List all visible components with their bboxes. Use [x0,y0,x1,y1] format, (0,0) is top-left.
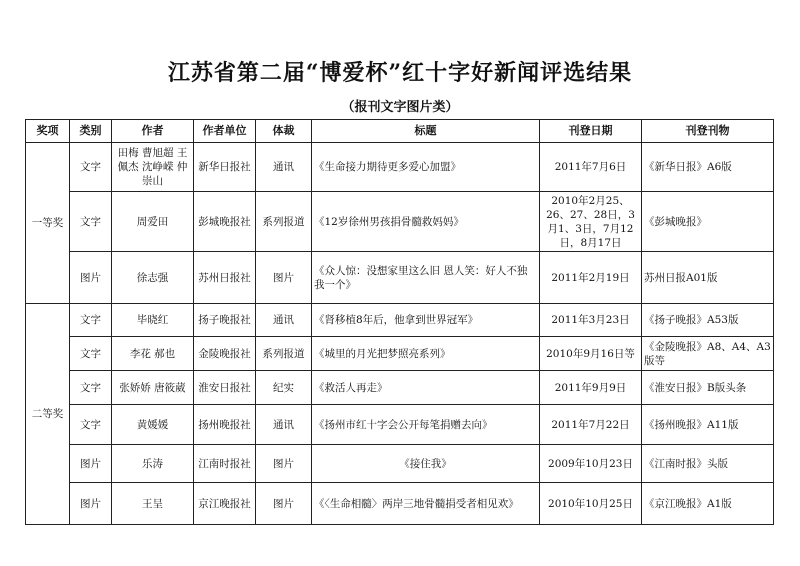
cell-date: 2011年7月22日 [540,405,642,445]
page-subtitle: （报刊文字图片类） [341,100,459,115]
table-row [26,337,774,371]
cell-unit: 京江晚报社 [194,483,256,525]
cell-genre: 图片 [256,483,312,525]
cell-publication: 《金陵晚报》A8、A4、A3版等 [642,337,774,371]
cell-title: 《生命接力期待更多爱心加盟》 [312,143,540,192]
cell-genre: 图片 [256,445,312,483]
cell-title: 《肾移植8年后，他拿到世界冠军》 [312,304,540,337]
table-row [26,445,774,483]
cell-genre: 通讯 [256,143,312,192]
header-award: 奖项 [26,120,70,143]
header-title: 标题 [312,120,540,143]
table-row [26,143,774,192]
cell-category: 图片 [70,483,112,525]
cell-unit: 苏州日报社 [194,252,256,304]
cell-date: 2010年9月16日等 [540,337,642,371]
table-row [26,252,774,304]
cell-publication: 《淮安日报》B版头条 [642,371,774,405]
cell-author: 李花 郝也 [112,337,194,371]
cell-category: 文字 [70,143,112,192]
cell-publication: 苏州日报A01版 [642,252,774,304]
cell-author: 张娇娇 唐筱葳 [112,371,194,405]
table-row [26,304,774,337]
cell-title: 《众人惊：没想家里这么旧 恩人笑：好人不独我一个》 [312,252,540,304]
cell-unit: 扬子晚报社 [194,304,256,337]
cell-date: 2011年9月9日 [540,371,642,405]
cell-category: 文字 [70,371,112,405]
cell-category: 图片 [70,252,112,304]
cell-date: 2011年7月6日 [540,143,642,192]
cell-author: 黄媛媛 [112,405,194,445]
header-row [26,120,774,143]
cell-genre: 通讯 [256,304,312,337]
table-row [26,192,774,252]
award-second: 二等奖 [26,304,70,525]
cell-date: 2009年10月23日 [540,445,642,483]
cell-category: 图片 [70,445,112,483]
page-title: 江苏省第二届“博爱杯”红十字好新闻评选结果 [167,60,633,86]
cell-unit: 扬州晚报社 [194,405,256,445]
cell-unit: 彭城晚报社 [194,192,256,252]
cell-title: 《城里的月光把梦照亮系列》 [312,337,540,371]
cell-unit: 金陵晚报社 [194,337,256,371]
cell-publication: 《扬州晚报》A11版 [642,405,774,445]
award-first: 一等奖 [26,143,70,304]
cell-date: 2011年2月19日 [540,252,642,304]
cell-publication: 《京江晚报》A1版 [642,483,774,525]
cell-unit: 江南时报社 [194,445,256,483]
cell-publication: 《扬子晚报》A53版 [642,304,774,337]
table-row [26,483,774,525]
cell-publication: 《江南时报》头版 [642,445,774,483]
cell-author: 周爱田 [112,192,194,252]
cell-genre: 系列报道 [256,337,312,371]
cell-genre: 系列报道 [256,192,312,252]
header-unit: 作者单位 [194,120,256,143]
header-date: 刊登日期 [540,120,642,143]
cell-title: 《救活人再走》 [312,371,540,405]
cell-unit: 新华日报社 [194,143,256,192]
cell-unit: 淮安日报社 [194,371,256,405]
cell-date: 2010年10月25日 [540,483,642,525]
cell-date: 2010年2月25、26、27、28日，3月1、3日，7月12日，8月17日 [540,192,642,252]
cell-category: 文字 [70,192,112,252]
cell-category: 文字 [70,405,112,445]
cell-author: 田梅 曹旭超 王佩杰 沈峥嵘 仲崇山 [112,143,194,192]
cell-category: 文字 [70,337,112,371]
cell-title: 《12岁徐州男孩捐骨髓救妈妈》 [312,192,540,252]
cell-author: 毕晓红 [112,304,194,337]
header-publication: 刊登刊物 [642,120,774,143]
cell-date: 2011年3月23日 [540,304,642,337]
header-author: 作者 [112,120,194,143]
cell-title: 《接住我》 [312,445,540,483]
results-table [25,119,774,525]
cell-genre: 图片 [256,252,312,304]
header-genre: 体裁 [256,120,312,143]
table-row [26,405,774,445]
cell-title: 《〈生命相髓〉两岸三地骨髓捐受者相见欢》 [312,483,540,525]
cell-title: 《扬州市红十字会公开每笔捐赠去向》 [312,405,540,445]
cell-publication: 《新华日报》A6版 [642,143,774,192]
cell-author: 王呈 [112,483,194,525]
cell-category: 文字 [70,304,112,337]
table-row [26,371,774,405]
cell-genre: 通讯 [256,405,312,445]
cell-author: 乐涛 [112,445,194,483]
cell-genre: 纪实 [256,371,312,405]
cell-author: 徐志强 [112,252,194,304]
header-category: 类别 [70,120,112,143]
cell-publication: 《彭城晚报》 [642,192,774,252]
